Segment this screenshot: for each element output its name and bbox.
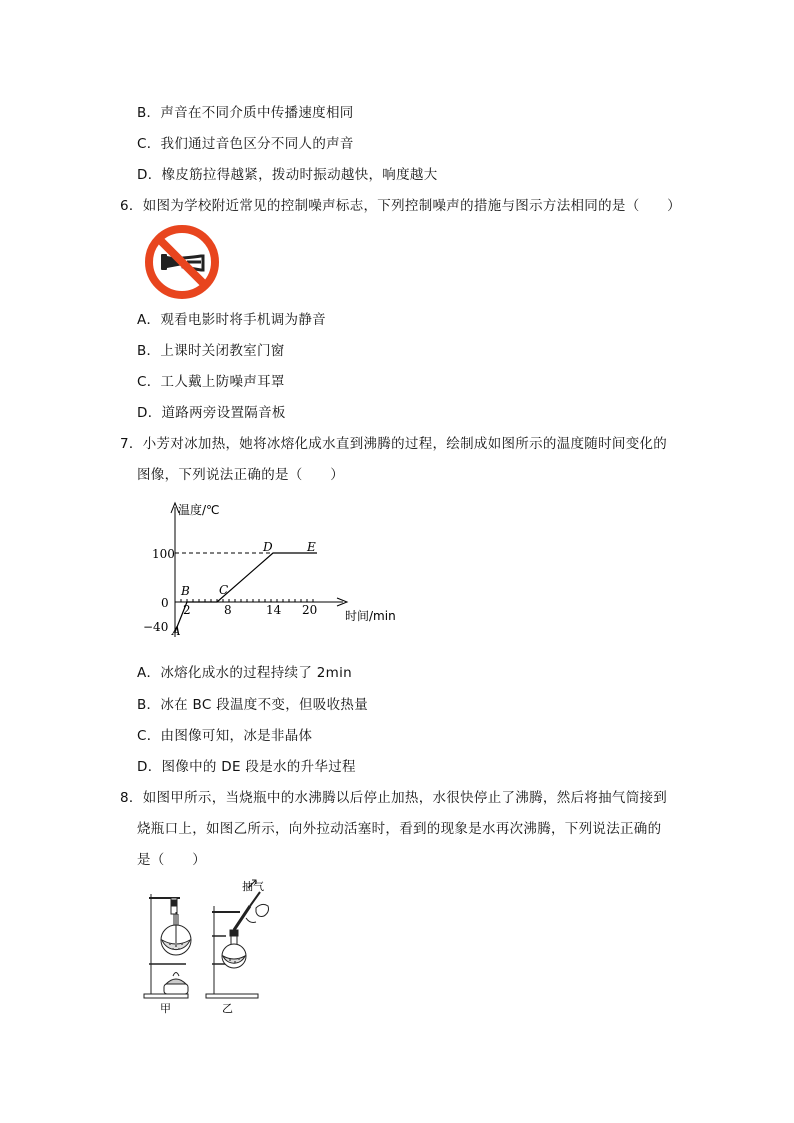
figure-label-jia: 甲 [160,1002,171,1015]
x-axis-label: 时间/min [345,609,396,623]
q7-option-b: B．冰在 BC 段温度不变，但吸收热量 [137,697,368,713]
q6-option-c: C．工人戴上防噪声耳罩 [137,374,285,390]
q6-option-d: D．道路两旁设置隔音板 [137,405,286,421]
q7-stem-line2: 图像，下列说法正确的是（ ） [137,467,344,483]
x-tick-20: 20 [302,603,318,617]
q5-option-c: C．我们通过音色区分不同人的声音 [137,136,354,152]
x-tick-14: 14 [266,603,282,617]
q7-option-a: A．冰熔化成水的过程持续了 2min [137,665,352,681]
q6-option-a: A．观看电影时将手机调为静音 [137,312,326,328]
x-tick-2: 2 [183,603,191,617]
point-c: C [219,583,229,597]
q7-option-c: C．由图像可知，冰是非晶体 [137,728,313,744]
temperature-time-graph [135,495,410,640]
q6-stem: 6．如图为学校附近常见的控制噪声标志，下列控制噪声的措施与图示方法相同的是（ ） [120,198,681,214]
q8-stem-line2: 烧瓶口上，如图乙所示，向外拉动活塞时，看到的现象是水再次沸腾，下列说法正确的 [137,821,662,837]
q8-stem-line3: 是（ ） [137,852,206,868]
figure-label-yi: 乙 [222,1002,233,1015]
q5-option-d: D．橡皮筋拉得越紧，拨动时振动越快，响度越大 [137,167,438,183]
x-tick-8: 8 [224,603,232,617]
point-a: A [172,624,181,638]
point-d: D [263,540,273,554]
q8-stem-line1: 8．如图甲所示，当烧瓶中的水沸腾以后停止加热，水很快停止了沸腾，然后将抽气筒接到 [120,790,668,806]
y-tick-neg40: −40 [143,620,169,634]
q5-option-b: B．声音在不同介质中传播速度相同 [137,105,354,121]
y-axis-label: 温度/℃ [178,503,220,517]
apparatus-right [206,880,269,998]
q7-stem-line1: 7．小芳对冰加热，她将冰熔化成水直到沸腾的过程，绘制成如图所示的温度随时间变化的 [120,436,668,452]
y-tick-100: 100 [152,547,175,561]
q7-option-d: D．图像中的 DE 段是水的升华过程 [137,759,356,775]
point-e: E [307,540,316,554]
y-tick-0: 0 [161,596,169,610]
pump-label: 抽气 [242,880,264,893]
point-b: B [181,584,190,598]
q6-option-b: B．上课时关闭教室门窗 [137,343,285,359]
no-horn-sign-icon [143,223,221,301]
apparatus-left [144,894,191,998]
boiling-flask-apparatus-figure [138,878,288,1018]
